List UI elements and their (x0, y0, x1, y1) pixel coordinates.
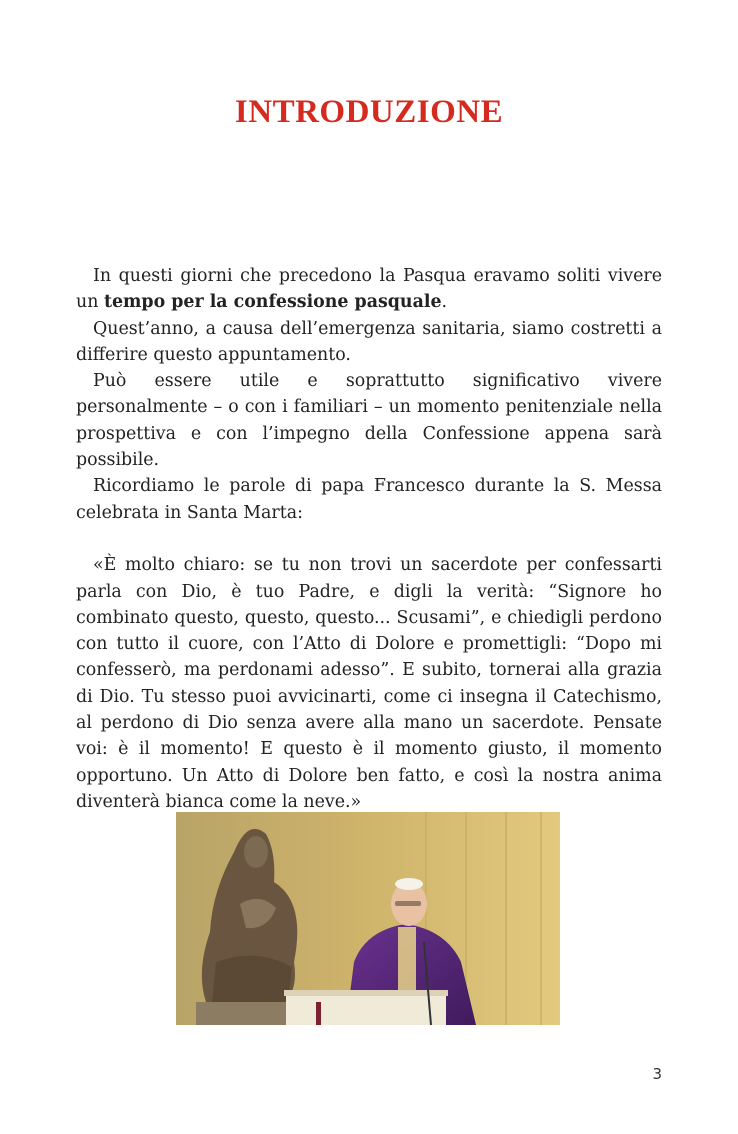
paragraph-2: Quest’anno, a causa dell’emergenza sanitaria, siamo costretti a differire questo appuntamento. (76, 318, 662, 365)
paragraph-1 (76, 263, 662, 316)
page-title: INTRODUZIONE (234, 94, 504, 130)
quote-paragraph: «È molto chiaro: se tu non trovi un sacerdote per confessarti parla con Dio, è tuo Padre, e digli la verità: “Signore ho combinato questo, questo, questo... Scusami”, e chiedigli perdono con tutto il cuore, con l’Atto di Dolore e promettigli: “Dopo mi confesserò, ma perdonami adesso”. E subito, tornerai alla grazia di Dio. Tu stesso puoi avvicinarti, come ci insegna il Catechismo, al perdono di Dio senza avere alla mano un sacerdote. Pensate voi: è il momento! E questo è il momento giusto, il momento opportuno. Un Atto di Dolore ben fatto, e così la nostra anima diventerà bianca come la neve.» (76, 555, 662, 812)
lectern (284, 990, 448, 1025)
paragraph-1-end: . (441, 292, 448, 313)
photo-pope-mass (176, 812, 560, 1025)
paragraph-4: Ricordiamo le parole di papa Francesco durante la S. Messa celebrata in Santa Marta: (76, 476, 662, 523)
page-number: 3 (652, 1065, 662, 1083)
paragraph-1-bold: tempo per la confessione pasquale (103, 292, 442, 313)
body-text (76, 263, 662, 815)
paragraph-3: Può essere utile e soprattutto significativo vivere personalmente – o con i familiari – un momento penitenziale nella prospettiva e con l’impegno della Confessione appena sarà possibile. (76, 371, 662, 471)
photo-illustration (176, 812, 560, 1025)
paragraph-spacer (76, 526, 662, 552)
paragraph-1-text: In questi giorni che precedono la Pasqua eravamo soliti vivere un (76, 266, 662, 313)
